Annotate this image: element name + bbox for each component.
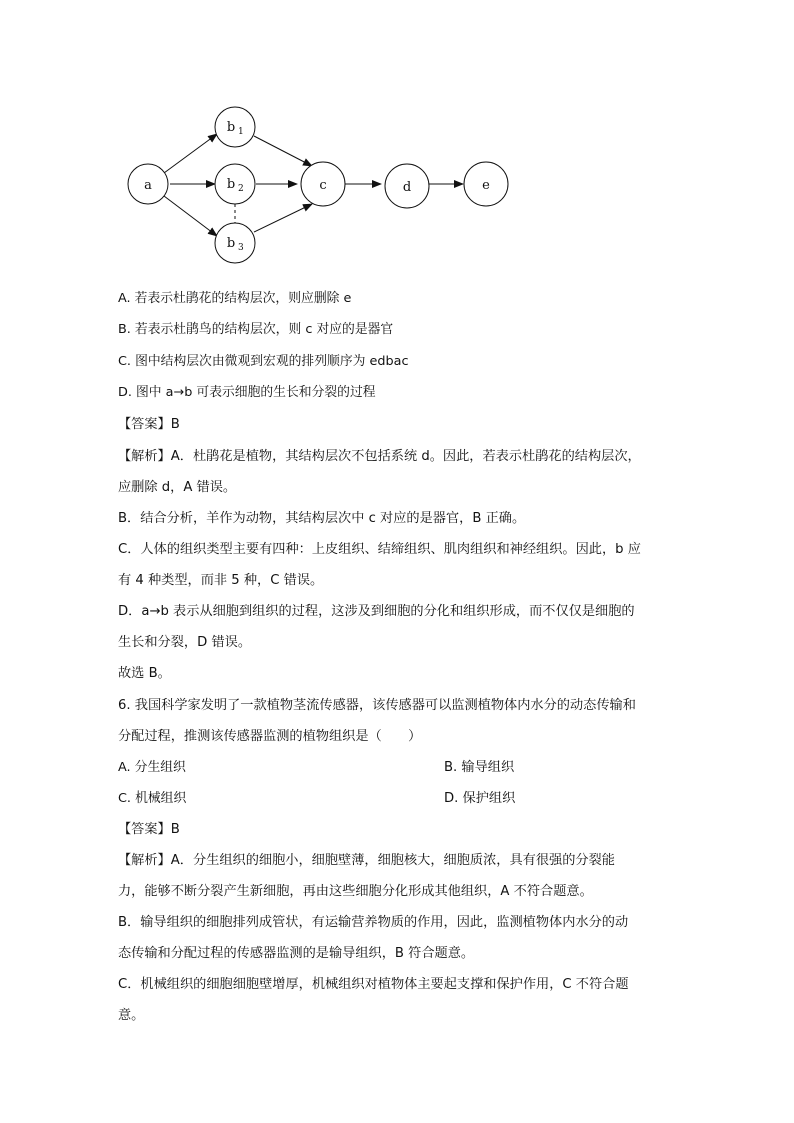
q5-analysis-line-5: 有 4 种类型，而非 5 种，C 错误。 bbox=[118, 573, 324, 588]
q6-option-d: D. 保护组织 bbox=[444, 791, 516, 806]
edge-a-b3 bbox=[164, 196, 217, 236]
diagram-svg bbox=[118, 96, 538, 271]
q5-analysis-line-2: 应删除 d，A 错误。 bbox=[118, 480, 237, 495]
q5-analysis-line-4: C．人体的组织类型主要有四种：上皮组织、结缔组织、肌肉组织和神经组织。因此，b 应 bbox=[118, 542, 641, 557]
edge-a-b1 bbox=[164, 134, 217, 173]
q5-conclusion: 故选 B。 bbox=[118, 666, 171, 681]
node-d bbox=[385, 164, 429, 208]
q5-option-a: A. 若表示杜鹃花的结构层次，则应删除 e bbox=[118, 291, 352, 306]
q5-option-c: C. 图中结构层次由微观到宏观的排列顺序为 edbac bbox=[118, 354, 409, 369]
q5-option-b: B. 若表示杜鹃鸟的结构层次，则 c 对应的是器官 bbox=[118, 322, 394, 337]
q6-stem-line-1: 6. 我国科学家发明了一款植物茎流传感器，该传感器可以监测植物体内水分的动态传输和 bbox=[118, 698, 636, 713]
q5-analysis-line-6: D．a→b 表示从细胞到组织的过程，这涉及到细胞的分化和组织形成，而不仅仅是细胞的 bbox=[118, 604, 635, 619]
svg-text:2: 2 bbox=[238, 184, 244, 194]
node-b2 bbox=[215, 164, 255, 204]
svg-text:b: b bbox=[226, 120, 236, 135]
q6-option-b: B. 输导组织 bbox=[444, 760, 515, 775]
q6-analysis-line-6: 意。 bbox=[118, 1008, 145, 1023]
node-e bbox=[464, 162, 508, 206]
q6-analysis-line-1: 【解析】A．分生组织的细胞小，细胞壁薄，细胞核大，细胞质浓，具有很强的分裂能 bbox=[118, 853, 615, 868]
edge-b3-c bbox=[254, 204, 312, 232]
q5-analysis-line-1: 【解析】A．杜鹃花是植物，其结构层次不包括系统 d。因此，若表示杜鹃花的结构层次， bbox=[118, 449, 641, 464]
svg-text:a: a bbox=[144, 178, 152, 193]
node-a bbox=[128, 164, 168, 204]
q6-option-a: A. 分生组织 bbox=[118, 760, 186, 775]
q6-analysis-line-3: B．输导组织的细胞排列成管状，有运输营养物质的作用，因此，监测植物体内水分的动 bbox=[118, 915, 629, 930]
edge-b1-c bbox=[254, 136, 312, 166]
node-b3 bbox=[215, 223, 255, 263]
q6-analysis-line-4: 态传输和分配过程的传感器监测的是输导组织，B 符合题意。 bbox=[118, 946, 475, 961]
svg-text:1: 1 bbox=[238, 127, 244, 137]
svg-text:3: 3 bbox=[238, 243, 244, 253]
q6-analysis-line-2: 力，能够不断分裂产生新细胞，再由这些细胞分化形成其他组织，A 不符合题意。 bbox=[118, 884, 593, 899]
svg-text:b: b bbox=[226, 236, 236, 251]
q6-answer: 【答案】B bbox=[118, 822, 180, 837]
structure-hierarchy-diagram bbox=[118, 96, 538, 271]
svg-text:b: b bbox=[226, 177, 236, 192]
q6-option-c: C. 机械组织 bbox=[118, 791, 187, 806]
q5-analysis-line-3: B．结合分析，羊作为动物，其结构层次中 c 对应的是器官，B 正确。 bbox=[118, 511, 526, 526]
node-c bbox=[301, 162, 345, 206]
q6-analysis-line-5: C．机械组织的细胞细胞壁增厚，机械组织对植物体主要起支撑和保护作用，C 不符合题 bbox=[118, 977, 629, 992]
q6-stem-line-2: 分配过程，推测该传感器监测的植物组织是（ ） bbox=[118, 729, 422, 744]
q5-answer: 【答案】B bbox=[118, 417, 180, 432]
svg-text:d: d bbox=[402, 180, 412, 195]
q5-analysis-line-7: 生长和分裂，D 错误。 bbox=[118, 635, 252, 650]
svg-text:e: e bbox=[482, 178, 490, 193]
svg-text:c: c bbox=[319, 178, 327, 193]
node-b1 bbox=[215, 107, 255, 147]
q5-option-d: D. 图中 a→b 可表示细胞的生长和分裂的过程 bbox=[118, 385, 376, 400]
